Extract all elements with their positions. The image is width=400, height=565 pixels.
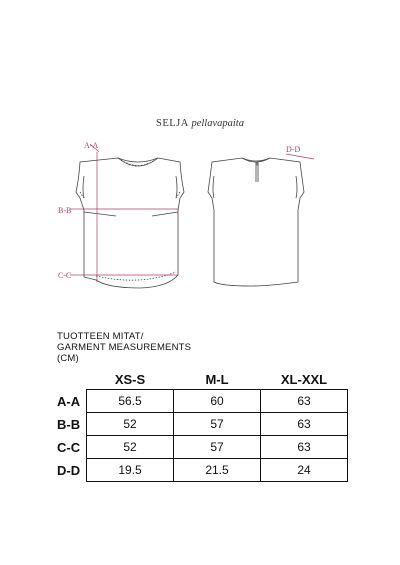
table-cell: 56.5: [87, 390, 174, 413]
shirt-front-drawing: [76, 158, 184, 288]
product-name: SELJA: [156, 118, 189, 129]
table-cell: 57: [174, 413, 261, 436]
row-label-c-c: C-C: [57, 439, 81, 455]
table-cell: 21.5: [174, 459, 261, 482]
size-table-header: [57, 369, 348, 390]
row-label-a-a: A-A: [57, 393, 81, 409]
table-row: [57, 459, 348, 482]
measurement-lines: [70, 144, 314, 282]
label-b-b: B-B: [58, 206, 72, 215]
table-cell: 57: [174, 436, 261, 459]
table-cell: 63: [261, 413, 348, 436]
table-cell: 52: [87, 413, 174, 436]
product-title: [0, 118, 400, 129]
corner-cell: [57, 369, 87, 390]
column-header-xl-xxl: XL-XXL: [280, 371, 328, 387]
shirt-back-drawing: [208, 158, 304, 286]
heading-line-1: TUOTTEEN MITAT/: [57, 331, 144, 342]
column-header-m-l: M-L: [205, 371, 229, 387]
table-cell: 24: [261, 459, 348, 482]
garment-diagram: [0, 130, 400, 310]
table-cell: 63: [261, 436, 348, 459]
table-cell: 60: [174, 390, 261, 413]
heading-line-2: GARMENT MEASUREMENTS: [57, 342, 192, 353]
row-label-d-d: D-D: [57, 462, 81, 478]
table-cell: 63: [261, 390, 348, 413]
column-header-xs-s: XS-S: [114, 371, 146, 387]
label-a-a: A-A: [84, 141, 99, 150]
table-row: [57, 413, 348, 436]
label-d-d: D-D: [286, 145, 301, 154]
table-row: [57, 436, 348, 459]
size-table: [57, 369, 348, 482]
table-cell: 19.5: [87, 459, 174, 482]
measurements-heading: [57, 331, 191, 364]
row-label-b-b: B-B: [57, 416, 81, 432]
heading-line-3: (CM): [57, 353, 79, 364]
product-subtitle: pellavapaita: [191, 118, 244, 129]
table-row: [57, 390, 348, 413]
table-cell: 52: [87, 436, 174, 459]
label-c-c: C-C: [58, 271, 72, 280]
